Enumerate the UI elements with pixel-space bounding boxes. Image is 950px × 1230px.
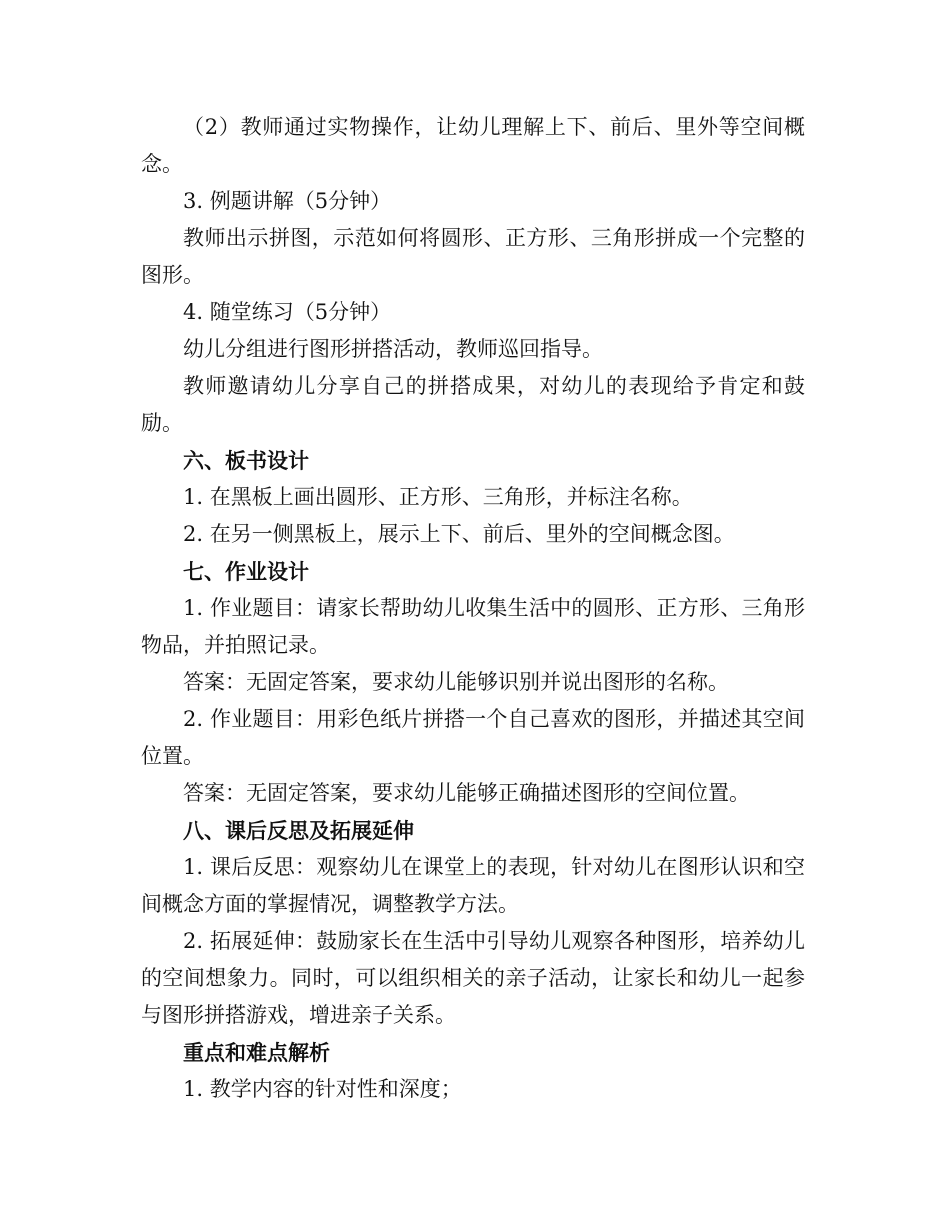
paragraph-homework-1-answer: 答案：无固定答案，要求幼儿能够识别并说出图形的名称。 (183, 670, 729, 694)
paragraph-extension: 2. 拓展延伸：鼓励家长在生活中引导幼儿观察各种图形，培养幼儿的空间想象力。同时，可以组织相关的亲子活动，让家长和幼儿一起参与图形拼搭游戏，增进亲子关系。 (141, 929, 805, 1027)
section-heading-key-points: 重点和难点解析 (183, 1040, 330, 1065)
paragraph-practice-body-1: 幼儿分组进行图形拼搭活动，教师巡回指导。 (183, 337, 603, 361)
paragraph-practice-heading: 4. 随堂练习（5分钟） (183, 300, 392, 324)
paragraph-board-item-2: 2. 在另一侧黑板上，展示上下、前后、里外的空间概念图。 (183, 522, 735, 546)
section-heading-board-design: 六、板书设计 (183, 448, 309, 473)
paragraph-homework-2: 2. 作业题目：用彩色纸片拼搭一个自己喜欢的图形，并描述其空间位置。 (141, 707, 805, 768)
document-body (141, 109, 805, 1108)
paragraph-homework-1: 1. 作业题目：请家长帮助幼儿收集生活中的圆形、正方形、三角形物品，并拍照记录。 (141, 596, 805, 657)
paragraph-step-2: （2）教师通过实物操作，让幼儿理解上下、前后、里外等空间概念。 (141, 115, 805, 176)
paragraph-reflection: 1. 课后反思：观察幼儿在课堂上的表现，针对幼儿在图形认识和空间概念方面的掌握情况，调整教学方法。 (141, 855, 805, 916)
paragraph-homework-2-answer: 答案：无固定答案，要求幼儿能够正确描述图形的空间位置。 (183, 781, 750, 805)
section-heading-homework: 七、作业设计 (183, 559, 309, 584)
paragraph-key-point-1: 1. 教学内容的针对性和深度； (183, 1077, 462, 1101)
section-heading-reflection: 八、课后反思及拓展延伸 (183, 818, 414, 843)
paragraph-example-heading: 3. 例题讲解（5分钟） (183, 189, 392, 213)
paragraph-board-item-1: 1. 在黑板上画出圆形、正方形、三角形，并标注名称。 (183, 485, 693, 509)
paragraph-practice-body-2: 教师邀请幼儿分享自己的拼搭成果，对幼儿的表现给予肯定和鼓励。 (141, 374, 805, 435)
paragraph-example-body: 教师出示拼图，示范如何将圆形、正方形、三角形拼成一个完整的图形。 (141, 226, 805, 287)
